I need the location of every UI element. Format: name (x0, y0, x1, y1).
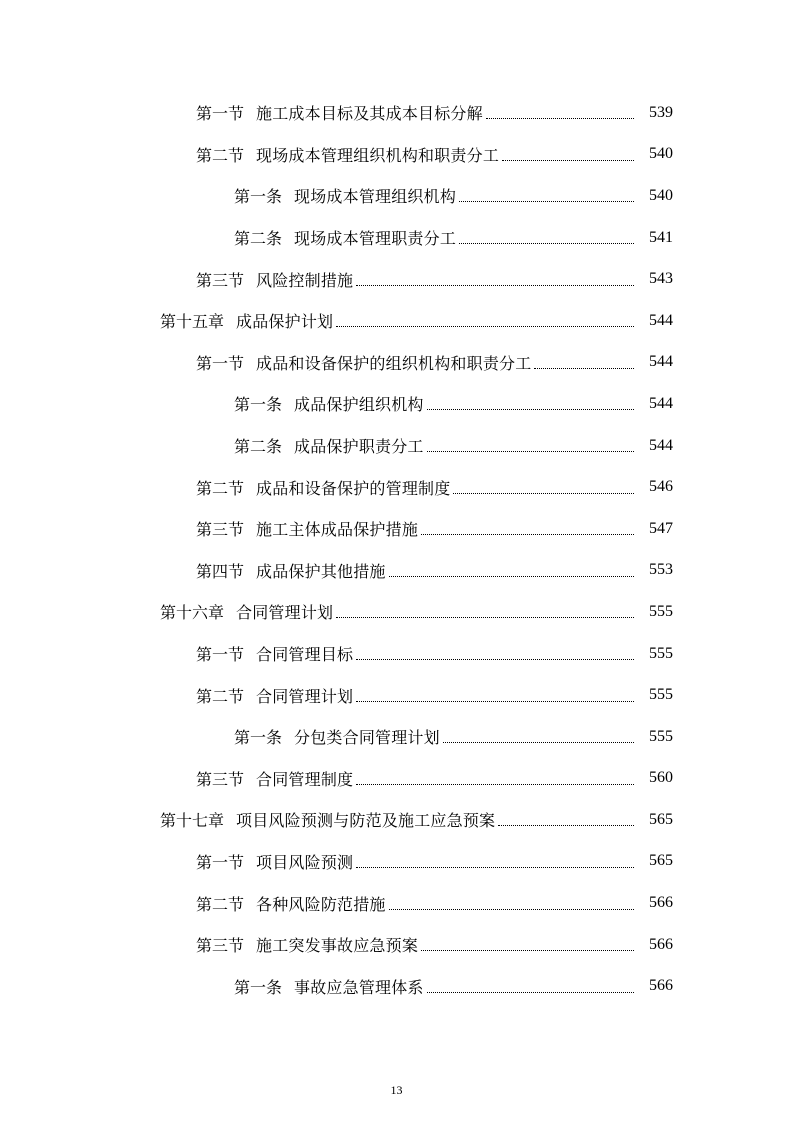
toc-dot-leader (336, 617, 634, 618)
toc-entry-page: 546 (649, 478, 673, 496)
toc-entry-number: 第十六章 (160, 603, 225, 623)
toc-entry-number: 第三节 (196, 270, 245, 290)
toc-dot-leader (534, 368, 634, 369)
toc-entry-page: 543 (649, 270, 673, 288)
toc-entry[interactable] (0, 425, 793, 467)
toc-entry-number: 第一节 (196, 645, 245, 665)
toc-entry[interactable] (0, 674, 793, 716)
toc-dot-leader (486, 118, 634, 119)
toc-entry-title: 成品和设备保护的组织机构和职责分工 (256, 353, 532, 373)
toc-entry-number: 第一条 (234, 395, 283, 415)
toc-entry-leader-wrap (386, 903, 673, 904)
toc-entry-page: 566 (649, 894, 673, 912)
toc-entry-page: 540 (649, 145, 673, 163)
toc-entry-title: 事故应急管理体系 (294, 977, 424, 997)
toc-dot-leader (427, 409, 634, 410)
toc-entry[interactable] (0, 383, 793, 425)
toc-entry[interactable] (0, 92, 793, 134)
toc-entry-leader-wrap (353, 778, 673, 779)
toc-entry-number: 第三节 (196, 936, 245, 956)
toc-entry-number: 第二节 (196, 894, 245, 914)
toc-entry[interactable] (0, 758, 793, 800)
toc-entry-page: 555 (649, 686, 673, 704)
toc-entry[interactable] (0, 924, 793, 966)
toc-dot-leader (443, 742, 634, 743)
toc-entry-title: 合同管理制度 (256, 769, 354, 789)
toc-entry-leader-wrap (483, 112, 673, 113)
toc-entry-title: 成品和设备保护的管理制度 (256, 478, 451, 498)
toc-entry[interactable] (0, 342, 793, 384)
toc-dot-leader (389, 576, 634, 577)
toc-entry-title: 合同管理计划 (256, 686, 354, 706)
toc-entry-page: 560 (649, 769, 673, 787)
toc-entry-leader-wrap (495, 819, 673, 820)
toc-dot-leader (453, 493, 634, 494)
toc-entry-number: 第二条 (234, 437, 283, 457)
toc-dot-leader (336, 326, 634, 327)
toc-entry[interactable] (0, 633, 793, 675)
toc-entry-page: 565 (649, 810, 673, 828)
toc-entry-title: 成品保护其他措施 (256, 561, 386, 581)
toc-entry[interactable] (0, 965, 793, 1007)
toc-entry[interactable] (0, 799, 793, 841)
toc-dot-leader (427, 451, 634, 452)
toc-entry-title: 施工主体成品保护措施 (256, 520, 419, 540)
page-number: 13 (390, 1083, 403, 1097)
toc-entry-page: 539 (649, 103, 673, 121)
toc-entry-number: 第二节 (196, 686, 245, 706)
toc-dot-leader (356, 285, 634, 286)
toc-entry-number: 第一节 (196, 852, 245, 872)
toc-entry-page: 544 (649, 353, 673, 371)
toc-dot-leader (427, 992, 634, 993)
toc-entry-number: 第十五章 (160, 312, 225, 332)
toc-entry-title: 成品保护计划 (236, 312, 334, 332)
toc-entry-leader-wrap (418, 944, 673, 945)
toc-dot-leader (502, 160, 634, 161)
toc-entry-number: 第一节 (196, 353, 245, 373)
toc-entry[interactable] (0, 882, 793, 924)
toc-entry-page: 566 (649, 935, 673, 953)
toc-entry[interactable] (0, 134, 793, 176)
toc-entry-title: 成品保护职责分工 (294, 437, 424, 457)
toc-entry-page: 553 (649, 561, 673, 579)
toc-entry-number: 第一条 (234, 977, 283, 997)
toc-entry-number: 第三节 (196, 769, 245, 789)
toc-entry-title: 现场成本管理组织机构 (294, 187, 457, 207)
toc-entry-page: 541 (649, 228, 673, 246)
toc-entry[interactable] (0, 175, 793, 217)
toc-dot-leader (356, 701, 634, 702)
toc-entry-title: 施工成本目标及其成本目标分解 (256, 104, 483, 124)
toc-entry-leader-wrap (386, 570, 673, 571)
toc-entry-leader-wrap (333, 320, 673, 321)
toc-entry-title: 项目风险预测与防范及施工应急预案 (236, 811, 496, 831)
toc-entry-title: 风险控制措施 (256, 270, 354, 290)
toc-entry[interactable] (0, 716, 793, 758)
toc-entry-leader-wrap (456, 195, 673, 196)
toc-dot-leader (421, 534, 634, 535)
toc-entry-title: 施工突发事故应急预案 (256, 936, 419, 956)
toc-entry-number: 第二节 (196, 478, 245, 498)
toc-dot-leader (459, 243, 634, 244)
toc-dot-leader (421, 950, 634, 951)
toc-entry-leader-wrap (424, 403, 673, 404)
toc-entry-leader-wrap (353, 279, 673, 280)
toc-entry-title: 合同管理目标 (256, 645, 354, 665)
toc-entry-leader-wrap (450, 487, 673, 488)
toc-entry-number: 第三节 (196, 520, 245, 540)
toc-entry-leader-wrap (424, 445, 673, 446)
toc-dot-leader (389, 909, 634, 910)
toc-entry-leader-wrap (353, 695, 673, 696)
toc-dot-leader (498, 825, 634, 826)
toc-entry-number: 第一条 (234, 728, 283, 748)
toc-entry-page: 547 (649, 519, 673, 537)
table-of-contents (0, 92, 793, 1007)
toc-entry-title: 合同管理计划 (236, 603, 334, 623)
toc-entry-page: 555 (649, 602, 673, 620)
toc-entry-leader-wrap (440, 736, 673, 737)
toc-entry-leader-wrap (456, 237, 673, 238)
toc-entry[interactable] (0, 550, 793, 592)
toc-entry-title: 现场成本管理职责分工 (294, 229, 457, 249)
toc-entry[interactable] (0, 841, 793, 883)
toc-entry-leader-wrap (353, 861, 673, 862)
toc-entry-title: 成品保护组织机构 (294, 395, 424, 415)
toc-entry-page: 566 (649, 977, 673, 995)
toc-dot-leader (356, 659, 634, 660)
toc-entry-leader-wrap (353, 653, 673, 654)
toc-entry-leader-wrap (333, 611, 673, 612)
toc-entry-leader-wrap (499, 154, 673, 155)
toc-entry-number: 第二条 (234, 229, 283, 249)
toc-dot-leader (356, 867, 634, 868)
toc-entry-page: 565 (649, 852, 673, 870)
toc-entry-leader-wrap (424, 986, 673, 987)
toc-entry-number: 第四节 (196, 561, 245, 581)
toc-entry-title: 现场成本管理组织机构和职责分工 (256, 145, 500, 165)
toc-entry-page: 544 (649, 436, 673, 454)
toc-entry-title: 分包类合同管理计划 (294, 728, 440, 748)
toc-dot-leader (459, 201, 634, 202)
toc-entry-number: 第一节 (196, 104, 245, 124)
toc-entry-number: 第一条 (234, 187, 283, 207)
toc-entry-page: 544 (649, 311, 673, 329)
toc-entry-title: 各种风险防范措施 (256, 894, 386, 914)
toc-dot-leader (356, 784, 634, 785)
toc-entry-number: 第十七章 (160, 811, 225, 831)
toc-entry[interactable] (0, 508, 793, 550)
toc-entry-leader-wrap (418, 528, 673, 529)
toc-entry[interactable] (0, 258, 793, 300)
toc-entry-number: 第二节 (196, 145, 245, 165)
toc-entry[interactable] (0, 300, 793, 342)
toc-entry-page: 555 (649, 644, 673, 662)
toc-entry[interactable] (0, 217, 793, 259)
toc-entry-title: 项目风险预测 (256, 852, 354, 872)
toc-entry-page: 544 (649, 394, 673, 412)
toc-entry[interactable] (0, 591, 793, 633)
toc-entry-page: 540 (649, 186, 673, 204)
toc-entry-page: 555 (649, 727, 673, 745)
toc-entry[interactable] (0, 466, 793, 508)
